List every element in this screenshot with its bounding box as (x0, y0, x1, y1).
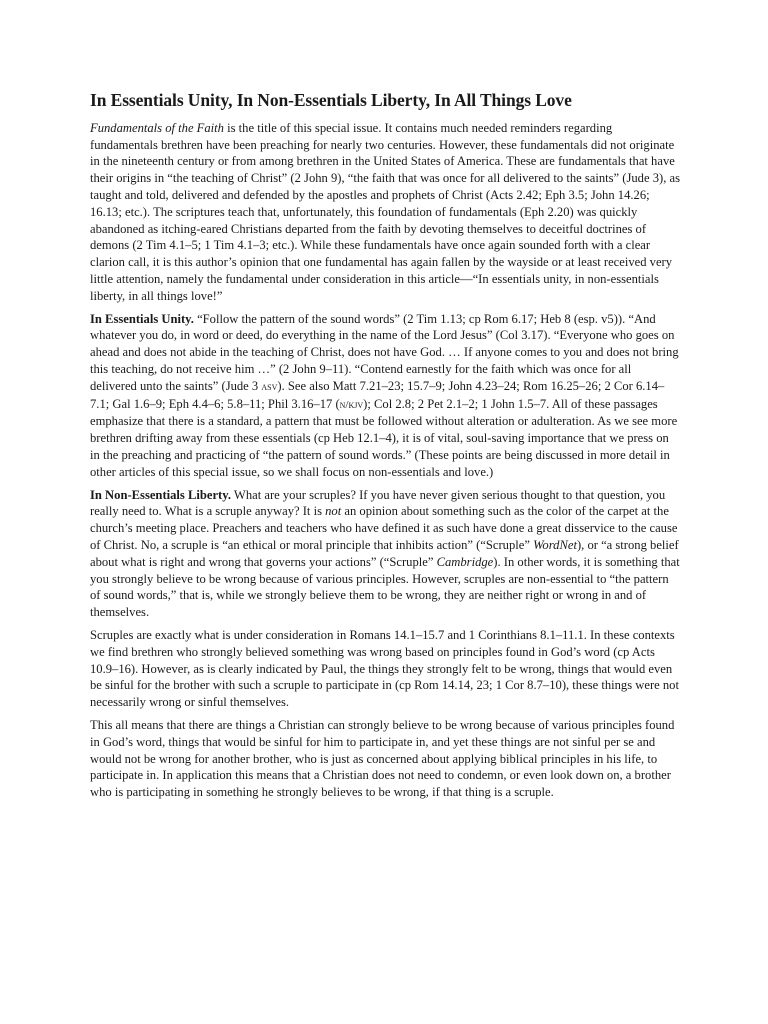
issue-title: Fundamentals of the Faith (90, 120, 224, 135)
paragraph-scruples-romans: Scruples are exactly what is under consideration in Romans 14.1–15.7 and 1 Corinthians 8.1–11.1. In these contexts we find brethren who strongly believed something was wrong based on principles found in God’s word (cp Acts 10.9–16). However, as is clearly indicated by Paul, the things they strongly felt to be wrong, things that would even be sinful for the brother with such a scruple to participate in (cp Rom 14.14, 23; 1 Cor 8.7–10), these things were not necessarily wrong or sinful themselves. (90, 627, 679, 710)
section-heading-unity: In Essentials Unity. (90, 311, 194, 326)
paragraph-application: This all means that there are things a Christian can strongly believe to be wrong because of various principles found in God’s word, things that would be sinful for him to participate in, and yet these things are not sinful per se and would not be wrong for another brother, who is just as concerned about applying biblical principles in his life, to participate in. In application this means that a Christian does not need to condemn, or even look down on, a brother who is participating in something he strongly believes to be wrong, if that thing is a scruple. (90, 717, 675, 800)
section-heading-liberty: In Non-Essentials Liberty. (90, 487, 232, 502)
liberty-text-d: ). In other words, it is something that you strongly believe to be wrong because of various principles. However, scruples are non-essential to “the pattern of sound words,” that is, while we strongly believe them to be wrong, they are neither right or wrong in and of themselves. (90, 554, 680, 620)
liberty-em-not: not (325, 504, 342, 519)
liberty-em-wordnet: WordNet (533, 538, 577, 552)
paragraph-essentials-unity (90, 311, 680, 481)
unity-text-a: “Follow the pattern of the sound words” (2 Tim 1.13; cp Rom 6.17; Heb 8 (esp. v5)). “And whatever you do, in word or deed, do everything in the name of the Lord Jesus” (Col 3.17). “Everyone who goes on ahead and does not abide in the teaching of Christ, does not have God. … If anyone comes to you and does not bring this teaching, do not receive him …” (2 John 9–11). “Contend earnestly for the faith which was once for all delivered unto the saints” (Jude 3 (90, 311, 679, 393)
paragraph-non-essentials-liberty (90, 487, 680, 621)
unity-text-b: ). See also Matt 7.21–23; 15.7–9; John 4.23–24; Rom 16.25–26; 2 Cor 6.14–7.1; Gal 1.6–9; Eph 4.4–6; 5.8–11; Phil 3.16–17 ( (90, 378, 665, 411)
article (90, 90, 680, 807)
paragraph-intro (90, 120, 680, 305)
article-title: In Essentials Unity, In Non-Essentials Liberty, In All Things Love (90, 90, 572, 110)
unity-version-nkjv: n/kjv (339, 398, 364, 411)
unity-text-c: ); Col 2.8; 2 Pet 2.1–2; 1 John 1.5–7. All of these passages emphasize that there is a standard, a pattern that must be followed without alteration or adulteration. As we see more brethren drifting away from these essentials (cp Heb 12.1–4), it is of vital, soul-saving importance that we press on in the preaching and practicing of “the pattern of sound words.” (These points are being discussed in more detail in other articles of this special issue, so we shall focus on non-essentials and love.) (90, 396, 678, 479)
liberty-text-a: What are your scruples? If you have never given serious thought to that question, you really need to. What is a scruple anyway? It is (90, 487, 666, 519)
liberty-text-c: ), or “a strong belief about what is right and wrong that governs your actions” (“Scruple” (90, 538, 679, 569)
liberty-text-b: an opinion about something such as the color of the carpet at the church’s meeting place. Preachers and teachers who have defined it as such have done a great disservice to the cause of Christ. No, a scruple is “an ethical or moral principle that inhibits action” (“Scruple” (90, 504, 678, 552)
unity-version-asv: asv (261, 380, 278, 393)
intro-text: is the title of this special issue. It contains much needed reminders regarding fundamentals brethren have been preaching for nearly two centuries. However, these fundamentals did not originate in the nineteenth century or from among brethren in the United States of America. These are fundamentals that have their origins in “the teaching of Christ” (2 John 9), “the faith that was once for all delivered to the saints” (Jude 3), as taught and told, delivered and defended by the apostles and prophets of Christ (Acts 2.42; Eph 3.5; John 14.26; 16.13; etc.). The scriptures teach that, unfortunately, this foundation of fundamentals (Eph 2.20) was quickly abandoned as itching-eared Christians departed from the faith by devoting themselves to deceitful doctrines of demons (2 Tim 4.1–5; 1 Tim 4.1–3; etc.). While these fundamentals have once again sounded forth with a clear clarion call, it is this author’s opinion that one fundamental has again fallen by the wayside or at least received very little attention, namely the fundamental under consideration in this article—“In essentials unity, in non-essentials liberty, in all things love!” (90, 120, 680, 303)
liberty-em-cambridge: Cambridge (436, 554, 494, 569)
